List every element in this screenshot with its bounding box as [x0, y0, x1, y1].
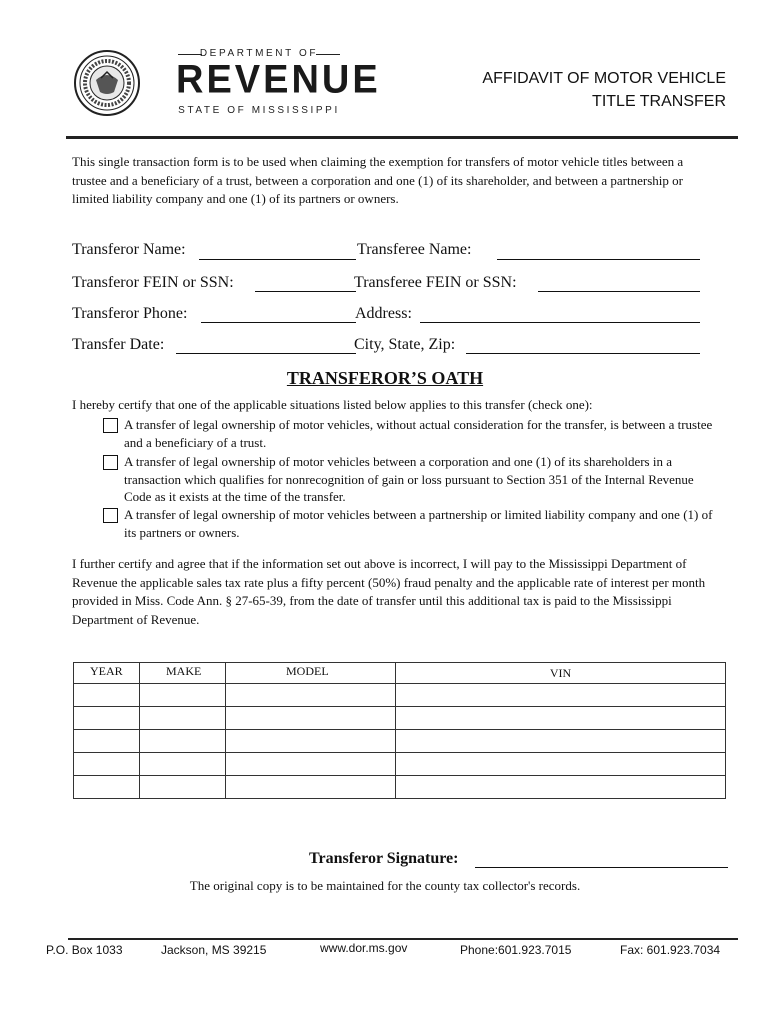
vin-cell[interactable] — [396, 776, 726, 799]
table-row — [74, 776, 726, 799]
footer-phone: Phone:601.923.7015 — [460, 943, 572, 957]
transfer-date-label: Transfer Date: — [72, 336, 165, 353]
transfer-date-field[interactable] — [176, 353, 356, 354]
option-1-text: A transfer of legal ownership of motor vehicles, without actual consideration for the transfer, is between a trustee and a beneficiary of a trust. — [124, 417, 713, 450]
model-cell[interactable] — [226, 753, 396, 776]
address-label: Address: — [355, 305, 412, 322]
year-cell[interactable] — [74, 776, 140, 799]
footer-fax: Fax: 601.923.7034 — [620, 943, 721, 957]
transferee-name-label: Transferee Name: — [357, 241, 472, 258]
footer-website[interactable]: www.dor.ms.gov — [320, 941, 408, 955]
column-header-year: YEAR — [74, 663, 140, 684]
signature-field[interactable] — [475, 867, 728, 868]
oath-lead-text: I hereby certify that one of the applicable situations listed below applies to this transfer (check one): — [72, 397, 593, 412]
logo-department-text: DEPARTMENT OF — [199, 48, 319, 59]
year-cell[interactable] — [74, 684, 140, 707]
logo-state-text: STATE OF MISSISSIPPI — [178, 105, 340, 116]
vehicle-table — [73, 662, 726, 799]
transferee-name-field[interactable] — [497, 259, 700, 260]
option-3-checkbox[interactable] — [103, 508, 118, 523]
records-note: The original copy is to be maintained for the county tax collector's records. — [189, 878, 581, 893]
footer-city: Jackson, MS 39215 — [161, 943, 267, 957]
vin-cell[interactable] — [396, 707, 726, 730]
vehicle-table-header — [74, 663, 726, 684]
model-cell[interactable] — [226, 776, 396, 799]
year-cell[interactable] — [74, 730, 140, 753]
transferor-phone-label: Transferor Phone: — [72, 305, 188, 322]
vin-cell[interactable] — [396, 684, 726, 707]
model-cell[interactable] — [226, 730, 396, 753]
intro-paragraph: This single transaction form is to be used when claiming the exemption for transfers of motor vehicle titles between a trustee and a beneficiary of a trust, between a corporation and one (1) of its shareholder, and between a partnership or limited liability company and one (1) of its partners or owners. — [72, 154, 684, 206]
form-title-line1: AFFIDAVIT OF MOTOR VEHICLE — [482, 70, 726, 87]
transferor-fein-label: Transferor FEIN or SSN: — [72, 274, 234, 291]
option-2-text: A transfer of legal ownership of motor vehicles between a corporation and one (1) of its shareholders in a transaction which qualifies for nonrecognition of gain or loss pursuant to Section 351 of the Internal Revenue Code as it exists at the time of the transfer. — [124, 454, 694, 504]
transferor-phone-field[interactable] — [201, 322, 356, 323]
model-cell[interactable] — [226, 707, 396, 730]
transferor-name-label: Transferor Name: — [72, 241, 186, 258]
make-cell[interactable] — [140, 776, 226, 799]
transferor-name-field[interactable] — [199, 259, 356, 260]
transferor-fein-field[interactable] — [255, 291, 356, 292]
make-cell[interactable] — [140, 730, 226, 753]
option-1-checkbox[interactable] — [103, 418, 118, 433]
address-field[interactable] — [420, 322, 700, 323]
option-3-text: A transfer of legal ownership of motor vehicles between a partnership or limited liability company and one (1) of its partners or owners. — [124, 507, 713, 540]
column-header-model: MODEL — [226, 663, 396, 684]
transferee-fein-label: Transferee FEIN or SSN: — [354, 274, 517, 291]
column-header-vin: VIN — [396, 663, 726, 684]
column-header-make: MAKE — [140, 663, 226, 684]
city-state-zip-label: City, State, Zip: — [354, 336, 456, 353]
transferee-fein-field[interactable] — [538, 291, 700, 292]
vin-cell[interactable] — [396, 753, 726, 776]
vin-cell[interactable] — [396, 730, 726, 753]
signature-label: Transferor Signature: — [309, 850, 459, 867]
form-title-line2: TITLE TRANSFER — [592, 93, 726, 110]
year-cell[interactable] — [74, 753, 140, 776]
make-cell[interactable] — [140, 753, 226, 776]
department-logo — [176, 48, 381, 120]
option-2-checkbox[interactable] — [103, 455, 118, 470]
make-cell[interactable] — [140, 707, 226, 730]
header-divider — [66, 136, 738, 139]
year-cell[interactable] — [74, 707, 140, 730]
table-row — [74, 707, 726, 730]
certify-paragraph: I further certify and agree that if the information set out above is incorrect, I will pay to the Mississippi Department of Revenue the applicable sales tax rate plus a fifty percent (50%) fraud penalty and the applicable rate of interest per month provided in Miss. Code Ann. § 27-65-39, from the date of transfer until this additional tax is paid to the Mississippi Department of Revenue. — [72, 556, 706, 627]
model-cell[interactable] — [226, 684, 396, 707]
logo-revenue-text: REVENUE — [176, 57, 381, 103]
department-seal — [74, 50, 140, 116]
table-row — [74, 730, 726, 753]
footer-divider — [68, 938, 738, 940]
footer-po-box: P.O. Box 1033 — [46, 943, 123, 957]
table-row — [74, 684, 726, 707]
make-cell[interactable] — [140, 684, 226, 707]
city-state-zip-field[interactable] — [466, 353, 700, 354]
oath-title: TRANSFEROR’S OATH — [286, 368, 484, 388]
table-row — [74, 753, 726, 776]
